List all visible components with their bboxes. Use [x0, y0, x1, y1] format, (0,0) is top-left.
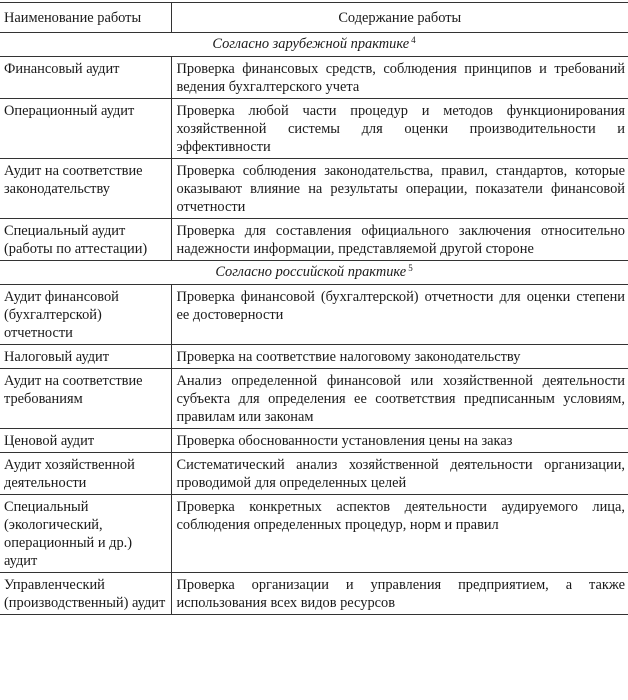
work-name-cell: Аудит на соответствие требованиям	[0, 369, 171, 429]
work-content-cell: Проверка для составления официального заключения относительно надежности информации, представляемой другой стороне	[171, 219, 628, 261]
work-name-cell: Аудит хозяйственной деятельности	[0, 453, 171, 495]
work-name-cell: Финансовый аудит	[0, 57, 171, 99]
header-work-name: Наименование работы	[0, 3, 171, 33]
work-content-cell: Анализ определенной финансовой или хозяйственной деятельности субъекта для определения ее соответствия предписанным условиям, правилам или законам	[171, 369, 628, 429]
work-name-cell: Специальный аудит (работы по аттестации)	[0, 219, 171, 261]
work-name-cell: Аудит на соответствие законодательству	[0, 159, 171, 219]
header-work-content: Содержание работы	[171, 3, 628, 33]
table-body	[0, 33, 628, 615]
work-name-cell: Аудит финансовой (бухгалтерской) отчетности	[0, 285, 171, 345]
table-row	[0, 159, 628, 219]
work-name-cell: Ценовой аудит	[0, 429, 171, 453]
work-name-cell: Специальный (экологический, операционный и др.) аудит	[0, 495, 171, 573]
table-row	[0, 495, 628, 573]
work-content-cell: Систематический анализ хозяйственной деятельности организации, проводимой для определенных целей	[171, 453, 628, 495]
table-header	[0, 3, 628, 33]
work-name-cell: Налоговый аудит	[0, 345, 171, 369]
table-row	[0, 219, 628, 261]
table-row	[0, 345, 628, 369]
work-content-cell: Проверка соблюдения законодательства, правил, стандартов, которые оказывают влияние на результаты операции, показатели финансовой отчетности	[171, 159, 628, 219]
audit-types-table	[0, 2, 628, 615]
work-content-cell: Проверка финансовых средств, соблюдения принципов и требований ведения бухгалтерского учета	[171, 57, 628, 99]
work-content-cell: Проверка организации и управления предприятием, а также использования всех видов ресурсов	[171, 573, 628, 615]
work-content-cell: Проверка на соответствие налоговому законодательству	[171, 345, 628, 369]
table-row	[0, 99, 628, 159]
work-content-cell: Проверка любой части процедур и методов функционирования хозяйственной системы для оценки производительности и эффективности	[171, 99, 628, 159]
table-row	[0, 285, 628, 345]
work-content-cell: Проверка обоснованности установления цены на заказ	[171, 429, 628, 453]
section-title	[0, 33, 628, 57]
work-name-cell: Операционный аудит	[0, 99, 171, 159]
footnote-marker: 4	[411, 35, 416, 45]
section-title-text: Согласно зарубежной практике	[212, 36, 410, 52]
section-row-foreign	[0, 33, 628, 57]
table-row	[0, 369, 628, 429]
work-name-cell: Управленческий (производственный) аудит	[0, 573, 171, 615]
table-row	[0, 453, 628, 495]
section-title	[0, 261, 628, 285]
table-row	[0, 429, 628, 453]
work-content-cell: Проверка конкретных аспектов деятельности аудируемого лица, соблюдения определенных процедур, норм и правил	[171, 495, 628, 573]
section-row-russian	[0, 261, 628, 285]
table-row	[0, 57, 628, 99]
footnote-marker: 5	[408, 263, 413, 273]
table-row	[0, 573, 628, 615]
section-title-text: Согласно российской практике	[215, 264, 407, 280]
work-content-cell: Проверка финансовой (бухгалтерской) отчетности для оценки степени ее достоверности	[171, 285, 628, 345]
